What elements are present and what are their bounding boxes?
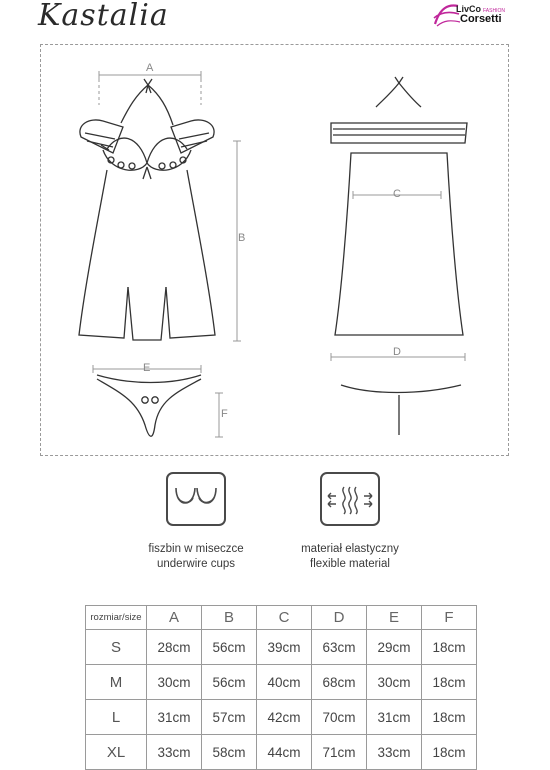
thong-back-drawing [341, 385, 461, 435]
dimension-label-d: D [393, 346, 401, 358]
table-cell: 44cm [257, 735, 312, 770]
table-cell: 30cm [367, 665, 422, 700]
table-cell: 63cm [312, 630, 367, 665]
dimension-label-c: C [393, 188, 401, 200]
table-cell: 33cm [147, 735, 202, 770]
thong-drawing [97, 375, 201, 436]
table-cell: 40cm [257, 665, 312, 700]
brand-name-top: LivCo FASHION [456, 4, 505, 14]
table-cell: 31cm [367, 700, 422, 735]
table-cell: 58cm [202, 735, 257, 770]
feature-label-en: flexible material [310, 558, 390, 570]
flexible-material-icon [320, 472, 380, 526]
table-cell: 70cm [312, 700, 367, 735]
table-row [86, 735, 477, 770]
table-cell: 56cm [202, 665, 257, 700]
dimension-label-b: B [238, 232, 246, 244]
feature-label-pl: materiał elastyczny [301, 543, 399, 555]
table-cell: 56cm [202, 630, 257, 665]
dimension-label-e: E [143, 362, 151, 374]
measurement-diagram [40, 44, 509, 456]
table-cell: 31cm [147, 700, 202, 735]
table-cell: 18cm [422, 700, 477, 735]
feature-label-pl: fiszbin w miseczce [148, 543, 244, 555]
table-cell: 68cm [312, 665, 367, 700]
table-row [86, 630, 477, 665]
size-label: L [86, 700, 147, 735]
size-label: M [86, 665, 147, 700]
table-row [86, 665, 477, 700]
table-cell: 18cm [422, 665, 477, 700]
table-row [86, 700, 477, 735]
underwire-cups-icon [166, 472, 226, 526]
size-table [85, 605, 477, 770]
size-label: S [86, 630, 147, 665]
table-cell: 57cm [202, 700, 257, 735]
table-cell: 29cm [367, 630, 422, 665]
table-cell: 28cm [147, 630, 202, 665]
column-header: E [367, 606, 422, 630]
dimension-label-a: A [146, 62, 154, 74]
column-header: F [422, 606, 477, 630]
brand-name-bottom: Corsetti [460, 13, 502, 25]
chemise-front-drawing [79, 79, 215, 340]
table-cell: 18cm [422, 735, 477, 770]
column-header: C [257, 606, 312, 630]
table-cell: 42cm [257, 700, 312, 735]
table-cell: 33cm [367, 735, 422, 770]
table-cell: 71cm [312, 735, 367, 770]
size-table-corner: rozmiar/size [86, 606, 147, 630]
dimension-label-f: F [221, 408, 228, 420]
column-header: D [312, 606, 367, 630]
table-cell: 18cm [422, 630, 477, 665]
feature-elastic [275, 472, 425, 570]
size-table-header [86, 606, 477, 630]
table-cell: 30cm [147, 665, 202, 700]
size-label: XL [86, 735, 147, 770]
column-header: B [202, 606, 257, 630]
feature-label-en: underwire cups [157, 558, 235, 570]
table-cell: 39cm [257, 630, 312, 665]
feature-underwire [121, 472, 271, 570]
column-header: A [147, 606, 202, 630]
product-title: Kastalia [38, 0, 169, 33]
chemise-back-drawing [331, 77, 467, 335]
brand-logo [432, 2, 522, 28]
